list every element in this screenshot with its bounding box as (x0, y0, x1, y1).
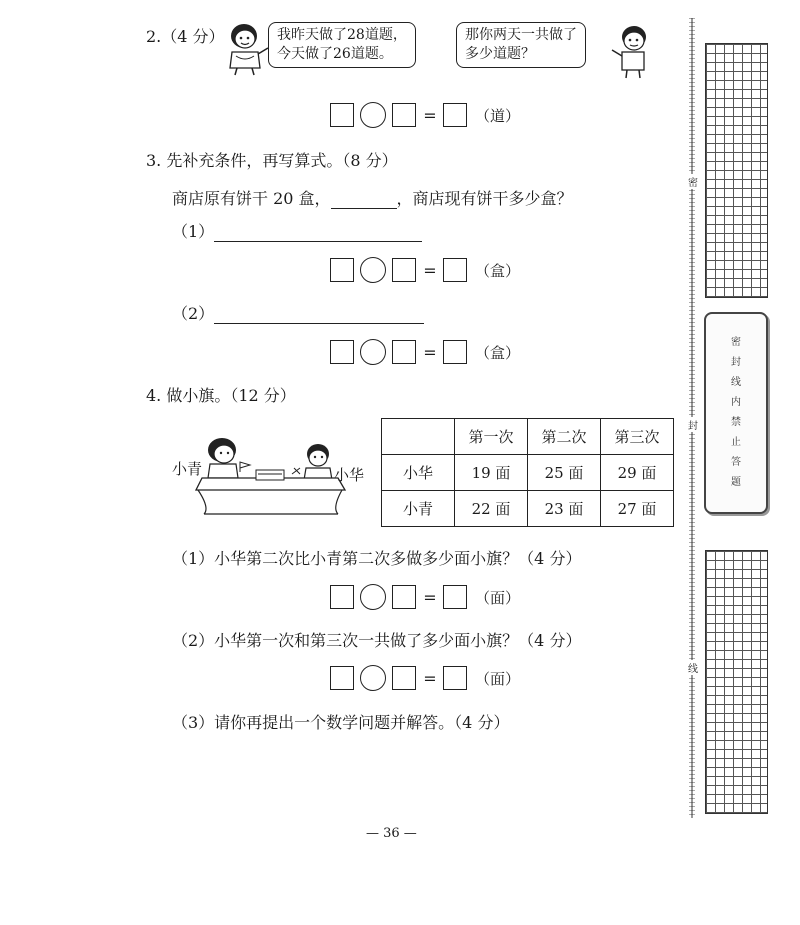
operator-circle[interactable] (360, 102, 386, 128)
equals-sign: = (423, 587, 437, 607)
answer-box[interactable] (392, 666, 416, 690)
answer-box[interactable] (330, 258, 354, 282)
answer-box[interactable] (330, 666, 354, 690)
page-number: — 36 — (366, 826, 417, 841)
q3-sub-1-blank[interactable] (214, 222, 422, 242)
bubble-boy-line-2: 多少道题？ (465, 46, 535, 62)
table-header-row (382, 419, 674, 455)
table-cell: 25 面 (528, 455, 601, 491)
table-cell: 小华 (382, 455, 455, 491)
table-header-cell (382, 419, 455, 455)
table-header-cell: 第三次 (601, 419, 674, 455)
stem-before: 商店原有饼干 20 盒， (172, 189, 331, 208)
table-cell: 19 面 (455, 455, 528, 491)
table-cell: 23 面 (528, 491, 601, 527)
seal-char: 禁 (731, 417, 741, 428)
margin-label-feng: 封 (688, 417, 698, 432)
equation-q3-1 (330, 258, 520, 282)
equals-sign: = (423, 260, 437, 280)
answer-box[interactable] (330, 340, 354, 364)
question-3-title: 3. 先补充条件，再写算式。（8 分） (146, 151, 398, 170)
boy-illustration (608, 20, 656, 80)
answer-box[interactable] (392, 585, 416, 609)
label-xiaohua: 小华 (334, 466, 365, 484)
question-3-stem (172, 186, 573, 209)
unit-label: （面） (475, 669, 521, 688)
result-box[interactable] (443, 585, 467, 609)
answer-box[interactable] (392, 340, 416, 364)
bubble-girl-line-2: 今天做了26道题。 (277, 46, 393, 62)
table-cell: 29 面 (601, 455, 674, 491)
result-box[interactable] (443, 103, 467, 127)
table-cell: 小青 (382, 491, 455, 527)
seal-char: 止 (731, 437, 741, 448)
table-cell: 22 面 (455, 491, 528, 527)
operator-circle[interactable] (360, 665, 386, 691)
answer-box[interactable] (330, 585, 354, 609)
question-2-title: 2.（4 分） (146, 27, 225, 46)
girl-illustration (222, 18, 270, 76)
bubble-girl-line-1: 我昨天做了28道题， (277, 27, 407, 43)
answer-box[interactable] (392, 258, 416, 282)
unit-label: （道） (475, 106, 521, 125)
answer-grid-bottom[interactable] (705, 550, 768, 814)
q3-sub-2-label: （2） (172, 304, 215, 323)
equation-q4-2 (330, 666, 520, 690)
table-header-cell: 第二次 (528, 419, 601, 455)
q4-sub-3: （3）请你再提出一个数学问题并解答。（4 分） (172, 713, 510, 732)
result-box[interactable] (443, 666, 467, 690)
question-4-title: 4. 做小旗。（12 分） (146, 386, 296, 405)
speech-bubble-boy (456, 22, 586, 68)
q3-sub-2-blank[interactable] (214, 304, 424, 324)
seal-char: 内 (731, 397, 741, 408)
operator-circle[interactable] (360, 257, 386, 283)
seal-char: 封 (731, 357, 741, 368)
answer-grid-top[interactable] (705, 43, 768, 298)
result-box[interactable] (443, 258, 467, 282)
seal-char: 答 (731, 457, 741, 468)
stem-after: ，商店现有饼干多少盒？ (396, 189, 573, 208)
q3-sub-2 (172, 301, 424, 324)
bubble-boy-line-1: 那你两天一共做了 (465, 27, 577, 43)
margin-label-mi: 密 (688, 174, 698, 189)
unit-label: （盒） (475, 261, 521, 280)
seal-char: 题 (731, 477, 741, 488)
equation-q4-1 (330, 585, 520, 609)
table-row (382, 491, 674, 527)
table-row (382, 455, 674, 491)
answer-box[interactable] (392, 103, 416, 127)
operator-circle[interactable] (360, 339, 386, 365)
equals-sign: = (423, 105, 437, 125)
table-header-cell: 第一次 (455, 419, 528, 455)
answer-box[interactable] (330, 103, 354, 127)
equation-q3-2 (330, 340, 520, 364)
unit-label: （盒） (475, 343, 521, 362)
seal-char: 密 (731, 337, 741, 348)
result-box[interactable] (443, 340, 467, 364)
q3-sub-1-label: （1） (172, 222, 215, 241)
equation-q2 (330, 103, 520, 127)
q3-sub-1 (172, 219, 422, 242)
q4-sub-2: （2）小华第一次和第三次一共做了多少面小旗？（4 分） (172, 631, 582, 650)
q4-sub-1: （1）小华第二次比小青第二次多做多少面小旗？（4 分） (172, 549, 582, 568)
margin-label-xian: 线 (688, 660, 698, 675)
unit-label: （面） (475, 588, 521, 607)
label-xiaoqing: 小青 (172, 460, 203, 478)
operator-circle[interactable] (360, 584, 386, 610)
condition-blank[interactable] (331, 189, 397, 209)
equals-sign: = (423, 668, 437, 688)
speech-bubble-girl (268, 22, 416, 68)
seal-char: 线 (731, 377, 741, 388)
flags-table (381, 418, 674, 527)
equals-sign: = (423, 342, 437, 362)
table-cell: 27 面 (601, 491, 674, 527)
seal-notice (704, 312, 768, 514)
